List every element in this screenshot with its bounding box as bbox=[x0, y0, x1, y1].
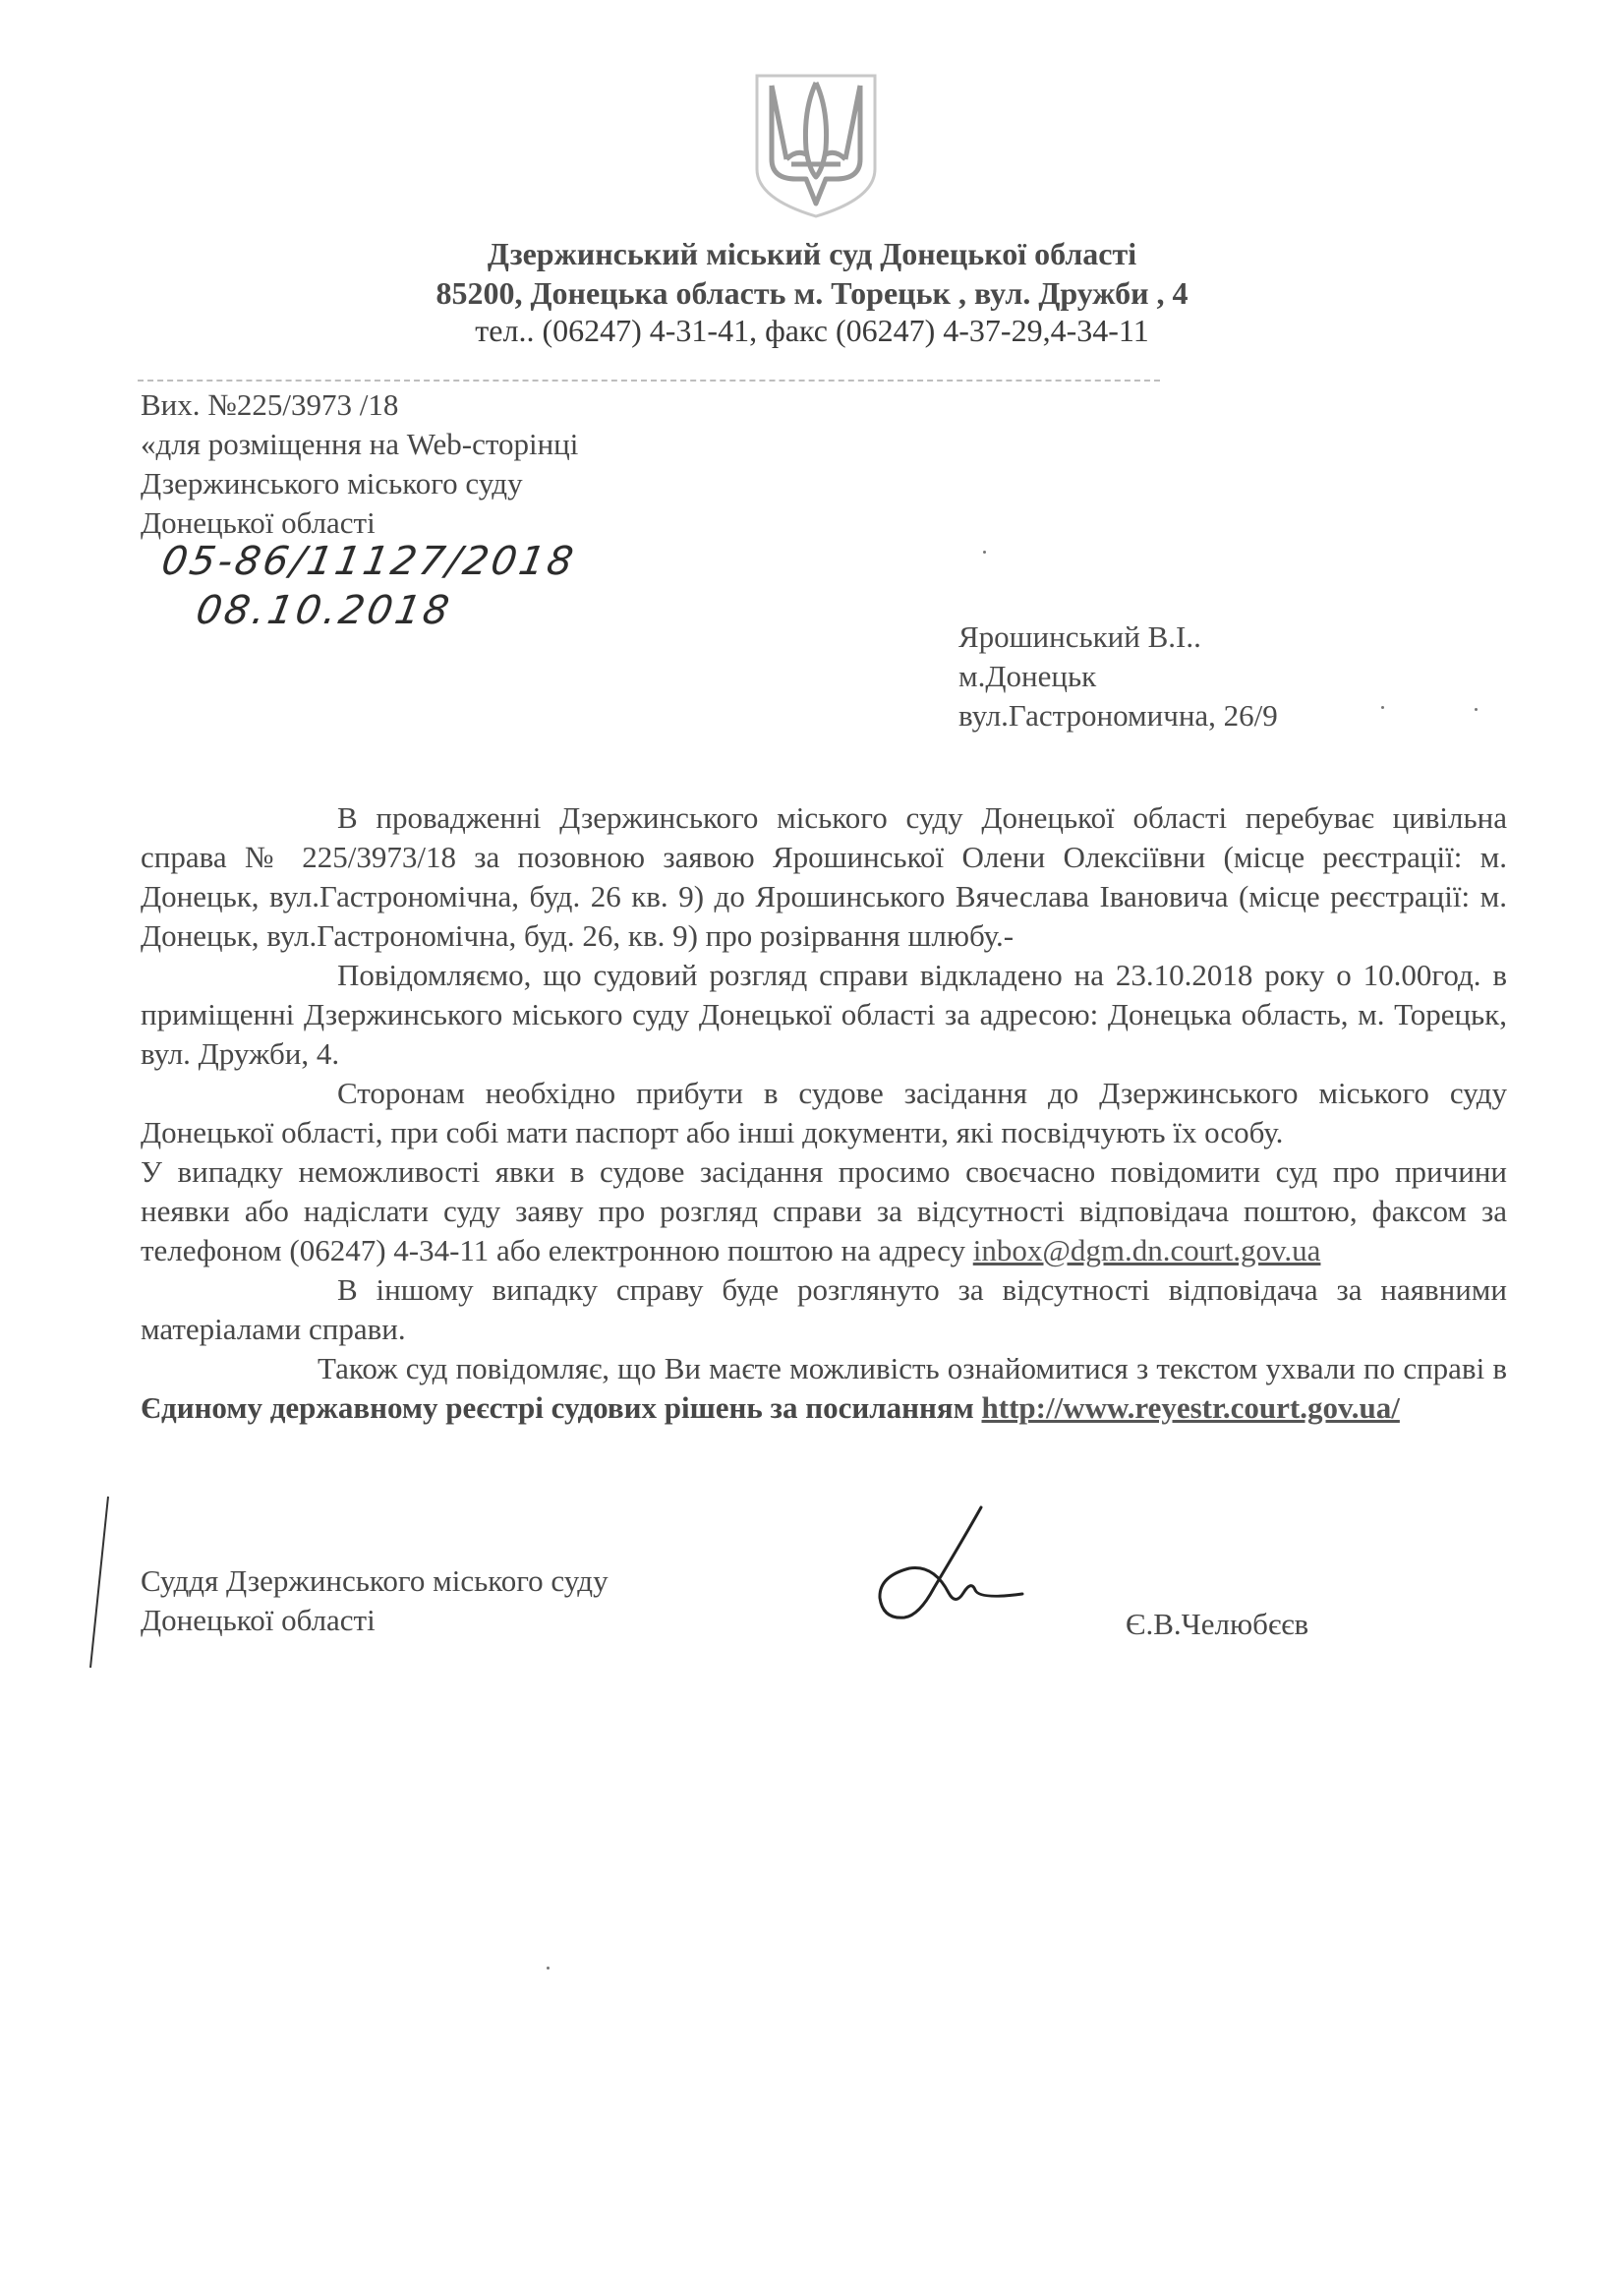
recipient-name: Ярошинський В.І.. bbox=[958, 619, 1201, 654]
paragraph-default: В іншому випадку справу буде розглянуто за відсутності відповідача за наявними матеріалами справи. bbox=[141, 1272, 1507, 1346]
handwritten-date: 08.10.2018 bbox=[192, 588, 456, 633]
court-name: Дзержинський міський суд Донецької області bbox=[487, 236, 1137, 271]
web-note-line-3: Донецької області bbox=[141, 505, 376, 540]
recipient-street: вул.Гастрономична, 26/9 bbox=[958, 698, 1278, 733]
court-phones: тел.. (06247) 4-31-41, факс (06247) 4-37-29,4-34-11 bbox=[475, 313, 1149, 348]
scan-speck bbox=[1381, 706, 1384, 709]
court-address: 85200, Донецька область м. Торецьк , вул. Дружби , 4 bbox=[435, 275, 1189, 311]
scan-speck bbox=[1475, 708, 1478, 711]
paragraph-absence bbox=[141, 1152, 1507, 1270]
paragraph-case: В провадженні Дзержинського міського суду Донецької області перебуває цивільна справа № 225/3973/18 за позовною заявою Ярошинської Олени Олексіївни (місце реєстрації: м. Донецьк, вул.Гастрономічна, буд. 26 кв. 9) до Ярошинського Вячеслава Івановича (місце реєстрації: м. Донецьк, вул.Гастрономічна, буд. 26, кв. 9) про розірвання шлюбу.- bbox=[141, 800, 1507, 953]
letter-body bbox=[141, 798, 1507, 1428]
margin-pen-stroke bbox=[87, 1495, 116, 1672]
outgoing-number: Вих. №225/3973 /18 bbox=[141, 387, 399, 422]
registry-name: Єдиному державному реєстрі судових рішень за посиланням bbox=[141, 1390, 974, 1425]
scan-speck bbox=[547, 1967, 550, 1970]
paragraph-hearing: Повідомляємо, що судовий розгляд справи відкладено на 23.10.2018 року о 10.00год. в приміщенні Дзержинського міського суду Донецької області за адресою: Донецька область, м. Торецьк, вул. Дружби, 4. bbox=[141, 958, 1507, 1071]
header-divider bbox=[138, 380, 1160, 382]
absence-text: У випадку неможливості явки в судове засідання просимо своєчасно повідомити суд про причини неявки або надіслати суду заяву про розгляд справи за відсутності відповідача поштою, факсом за телефоном (06247) 4-34-11 або електронною поштою на адресу bbox=[141, 1154, 1507, 1267]
coat-of-arms-emblem bbox=[752, 71, 880, 218]
web-note-line-1: «для розміщення на Web-сторінці bbox=[141, 427, 579, 461]
web-note-line-2: Дзержинського міського суду bbox=[141, 466, 523, 500]
recipient-city: м.Донецьк bbox=[958, 659, 1097, 693]
scan-speck bbox=[983, 551, 986, 554]
court-email-link[interactable]: inbox@dgm.dn.court.gov.ua bbox=[972, 1233, 1321, 1267]
judge-name: Є.В.Челюбєєв bbox=[1126, 1607, 1309, 1641]
registry-text: Також суд повідомляє, що Ви маєте можливість ознайомитися з текстом ухвали по справі в bbox=[318, 1351, 1507, 1385]
judge-title-line-2: Донецької області bbox=[141, 1603, 376, 1637]
handwritten-registration-number: 05-86/11127/2018 bbox=[157, 539, 580, 584]
handwritten-signature bbox=[865, 1500, 1042, 1632]
judge-title-line-1: Суддя Дзержинського міського суду bbox=[141, 1563, 609, 1598]
paragraph-parties: Сторонам необхідно прибути в судове засідання до Дзержинського міського суду Донецької області, при собі мати паспорт або інші документи, які посвідчують їх особу. bbox=[141, 1076, 1507, 1149]
registry-link[interactable]: http://www.reyestr.court.gov.ua/ bbox=[981, 1390, 1400, 1425]
paragraph-registry bbox=[141, 1349, 1507, 1428]
